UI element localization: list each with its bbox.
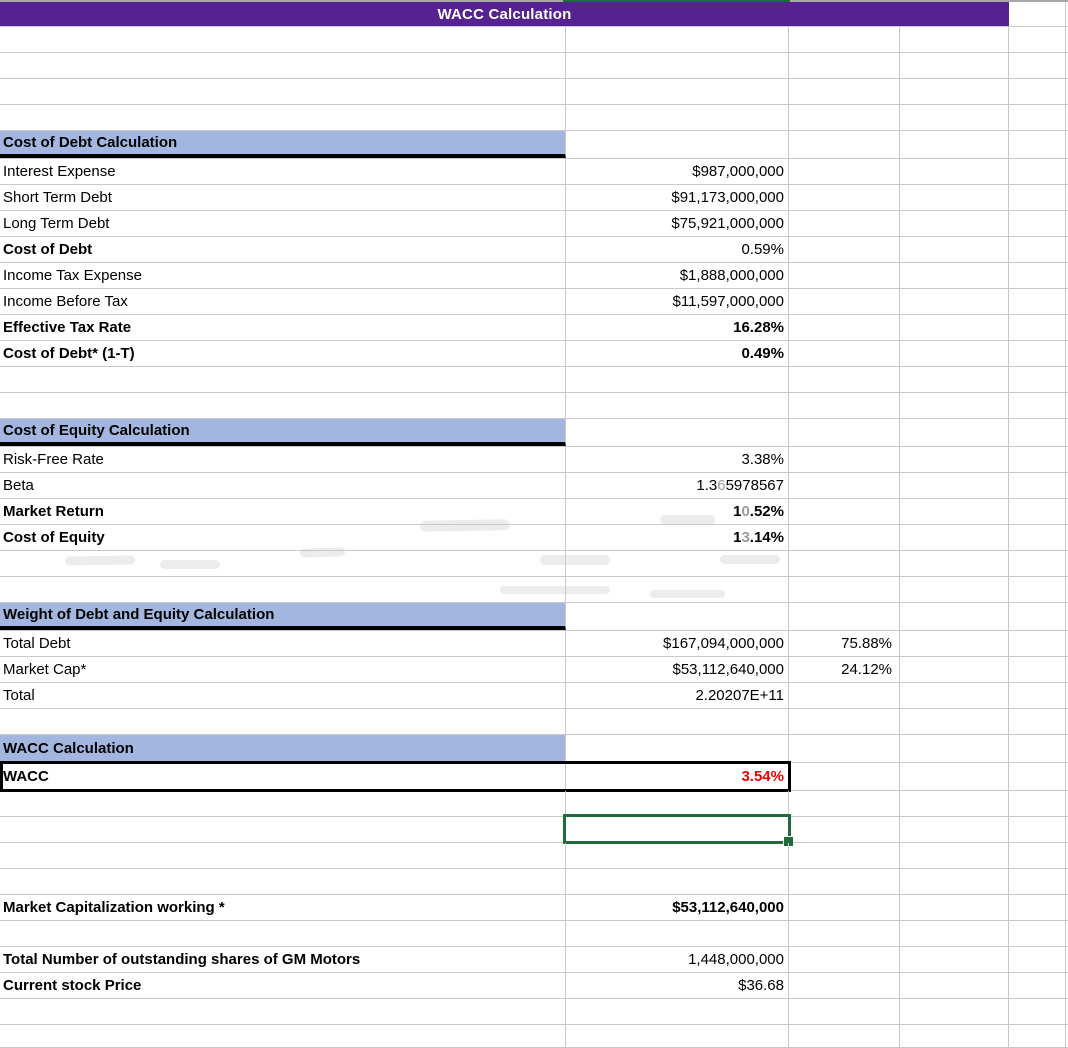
empty-cell[interactable] bbox=[789, 79, 900, 104]
empty-cell[interactable] bbox=[900, 735, 1009, 762]
empty-cell[interactable] bbox=[789, 341, 900, 366]
empty-cell[interactable] bbox=[789, 263, 900, 288]
empty-cell[interactable] bbox=[900, 315, 1009, 340]
empty-cell[interactable] bbox=[1009, 79, 1066, 104]
empty-cell[interactable] bbox=[1009, 367, 1066, 392]
sheet-row bbox=[0, 709, 1068, 735]
empty-cell[interactable] bbox=[1009, 185, 1066, 210]
sheet-row bbox=[0, 577, 1068, 603]
empty-cell[interactable] bbox=[900, 1025, 1009, 1047]
empty-cell[interactable] bbox=[789, 999, 900, 1024]
empty-cell[interactable] bbox=[900, 263, 1009, 288]
empty-cell[interactable] bbox=[789, 525, 900, 550]
row-value-cell[interactable]: $75,921,000,000 bbox=[566, 211, 789, 236]
row-value-cell[interactable]: 16.28% bbox=[566, 315, 789, 340]
empty-cell[interactable] bbox=[0, 79, 566, 104]
empty-cell[interactable] bbox=[789, 393, 900, 418]
empty-cell[interactable] bbox=[900, 27, 1009, 52]
sheet-row bbox=[0, 763, 1068, 791]
empty-cell[interactable] bbox=[0, 843, 566, 868]
row-value-cell[interactable]: $11,597,000,000 bbox=[566, 289, 789, 314]
empty-cell[interactable] bbox=[566, 735, 789, 762]
row-value-cell[interactable] bbox=[566, 525, 789, 550]
empty-cell[interactable] bbox=[900, 921, 1009, 946]
empty-cell[interactable] bbox=[1009, 709, 1066, 734]
row-value-cell[interactable]: 3.38% bbox=[566, 447, 789, 472]
empty-cell[interactable] bbox=[566, 1025, 789, 1047]
row-value-cell[interactable]: $987,000,000 bbox=[566, 159, 789, 184]
sheet-row bbox=[0, 131, 1068, 159]
sheet-row bbox=[0, 791, 1068, 817]
faded-digit: 0 bbox=[741, 503, 750, 520]
empty-cell[interactable] bbox=[566, 869, 789, 894]
empty-cell[interactable] bbox=[900, 657, 1009, 682]
empty-cell[interactable] bbox=[789, 869, 900, 894]
empty-cell[interactable] bbox=[789, 895, 900, 920]
row-value-cell[interactable]: $91,173,000,000 bbox=[566, 185, 789, 210]
sheet-row bbox=[0, 263, 1068, 289]
empty-cell[interactable] bbox=[566, 603, 789, 630]
sheet-row bbox=[0, 341, 1068, 367]
empty-cell[interactable] bbox=[789, 211, 900, 236]
empty-cell[interactable] bbox=[900, 551, 1009, 576]
value-segment: .14% bbox=[749, 529, 784, 546]
row-weight-cell[interactable]: 24.12% bbox=[789, 657, 900, 682]
empty-cell[interactable] bbox=[900, 999, 1009, 1024]
empty-cell[interactable] bbox=[1009, 315, 1066, 340]
empty-cell[interactable] bbox=[789, 709, 900, 734]
empty-cell[interactable] bbox=[900, 817, 1009, 842]
empty-cell[interactable] bbox=[900, 237, 1009, 262]
row-value-cell[interactable]: 2.20207E+11 bbox=[566, 683, 789, 708]
sheet-row bbox=[0, 947, 1068, 973]
empty-cell[interactable] bbox=[566, 27, 789, 52]
empty-cell[interactable] bbox=[900, 973, 1009, 998]
sheet-row bbox=[0, 973, 1068, 999]
sheet-row bbox=[0, 473, 1068, 499]
empty-cell[interactable] bbox=[1009, 683, 1066, 708]
row-label-cell[interactable]: Short Term Debt bbox=[0, 185, 566, 210]
sheet-row bbox=[0, 27, 1068, 53]
empty-cell[interactable] bbox=[0, 105, 566, 130]
empty-cell[interactable] bbox=[1009, 947, 1066, 972]
row-value-cell[interactable]: 3.54% bbox=[566, 763, 789, 790]
value-segment: .52% bbox=[749, 503, 784, 520]
row-value-cell[interactable]: 1,448,000,000 bbox=[566, 947, 789, 972]
empty-cell[interactable] bbox=[1009, 105, 1066, 130]
row-label-cell[interactable]: Beta bbox=[0, 473, 566, 498]
empty-cell[interactable] bbox=[900, 79, 1009, 104]
empty-cell[interactable] bbox=[566, 843, 789, 868]
empty-cell[interactable] bbox=[1009, 53, 1066, 78]
empty-cell[interactable] bbox=[566, 53, 789, 78]
empty-cell[interactable] bbox=[1009, 895, 1066, 920]
empty-cell[interactable] bbox=[789, 447, 900, 472]
sheet-row bbox=[0, 393, 1068, 419]
empty-cell[interactable] bbox=[789, 921, 900, 946]
empty-cell[interactable] bbox=[566, 551, 789, 576]
row-label-cell[interactable]: Long Term Debt bbox=[0, 211, 566, 236]
row-label-cell[interactable]: Income Tax Expense bbox=[0, 263, 566, 288]
row-label-cell[interactable]: Cost of Debt* (1-T) bbox=[0, 341, 566, 366]
empty-cell[interactable] bbox=[1009, 817, 1066, 842]
empty-cell[interactable] bbox=[1009, 551, 1066, 576]
empty-cell[interactable] bbox=[566, 131, 789, 158]
sheet-row bbox=[0, 683, 1068, 709]
empty-cell[interactable] bbox=[566, 577, 789, 602]
sheet-grid bbox=[0, 2, 1068, 1048]
empty-cell[interactable] bbox=[1009, 289, 1066, 314]
empty-cell[interactable] bbox=[566, 999, 789, 1024]
empty-cell[interactable] bbox=[566, 791, 789, 816]
section-header-cell[interactable]: Weight of Debt and Equity Calculation bbox=[0, 603, 566, 630]
empty-cell[interactable] bbox=[1009, 735, 1066, 762]
empty-cell[interactable] bbox=[1009, 393, 1066, 418]
empty-cell[interactable] bbox=[900, 211, 1009, 236]
empty-cell[interactable] bbox=[566, 419, 789, 446]
empty-cell[interactable] bbox=[789, 367, 900, 392]
empty-cell[interactable] bbox=[0, 817, 566, 842]
value-segment: 1 bbox=[733, 503, 742, 520]
section-header-cell[interactable]: WACC Calculation bbox=[0, 735, 566, 762]
empty-cell[interactable] bbox=[0, 869, 566, 894]
selected-cell-outline[interactable] bbox=[563, 814, 791, 844]
empty-cell[interactable] bbox=[0, 1025, 566, 1047]
row-label-cell[interactable]: Total Number of outstanding shares of GM Motors bbox=[0, 947, 566, 972]
empty-cell[interactable] bbox=[1009, 763, 1066, 790]
empty-cell[interactable] bbox=[900, 869, 1009, 894]
row-label-cell[interactable]: Market Capitalization working * bbox=[0, 895, 566, 920]
empty-cell[interactable] bbox=[789, 185, 900, 210]
empty-cell[interactable] bbox=[566, 709, 789, 734]
empty-cell[interactable] bbox=[1009, 921, 1066, 946]
empty-cell[interactable] bbox=[0, 921, 566, 946]
sheet-row bbox=[0, 2, 1068, 27]
empty-cell[interactable] bbox=[1009, 2, 1066, 26]
empty-cell[interactable] bbox=[1009, 473, 1066, 498]
sheet-row bbox=[0, 289, 1068, 315]
empty-cell[interactable] bbox=[0, 709, 566, 734]
sheet-row bbox=[0, 999, 1068, 1025]
empty-cell[interactable] bbox=[900, 499, 1009, 524]
empty-cell[interactable] bbox=[900, 577, 1009, 602]
sheet-row bbox=[0, 447, 1068, 473]
sheet-row bbox=[0, 817, 1068, 843]
row-label-cell[interactable]: Total bbox=[0, 683, 566, 708]
empty-cell[interactable] bbox=[789, 27, 900, 52]
empty-cell[interactable] bbox=[789, 131, 900, 158]
empty-cell[interactable] bbox=[566, 105, 789, 130]
empty-cell[interactable] bbox=[900, 53, 1009, 78]
empty-cell[interactable] bbox=[789, 419, 900, 446]
empty-cell[interactable] bbox=[1009, 211, 1066, 236]
empty-cell[interactable] bbox=[789, 683, 900, 708]
empty-cell[interactable] bbox=[1009, 499, 1066, 524]
empty-cell[interactable] bbox=[789, 1025, 900, 1047]
row-value-cell[interactable] bbox=[566, 473, 789, 498]
row-value-cell[interactable]: $53,112,640,000 bbox=[566, 657, 789, 682]
empty-cell[interactable] bbox=[900, 159, 1009, 184]
row-value-cell[interactable]: 0.49% bbox=[566, 341, 789, 366]
value-segment: 5978567 bbox=[725, 477, 784, 494]
empty-cell[interactable] bbox=[900, 525, 1009, 550]
empty-cell[interactable] bbox=[0, 53, 566, 78]
row-label-cell[interactable]: Cost of Equity bbox=[0, 525, 566, 550]
empty-cell[interactable] bbox=[900, 763, 1009, 790]
sheet-row bbox=[0, 105, 1068, 131]
sheet-row bbox=[0, 1025, 1068, 1048]
sheet-row bbox=[0, 53, 1068, 79]
sheet-row bbox=[0, 237, 1068, 263]
empty-cell[interactable] bbox=[789, 603, 900, 630]
empty-cell[interactable] bbox=[900, 631, 1009, 656]
empty-cell[interactable] bbox=[789, 763, 900, 790]
sheet-row bbox=[0, 499, 1068, 525]
sheet-row bbox=[0, 921, 1068, 947]
empty-cell[interactable] bbox=[1009, 419, 1066, 446]
empty-cell[interactable] bbox=[0, 367, 566, 392]
empty-cell[interactable] bbox=[789, 105, 900, 130]
empty-cell[interactable] bbox=[1009, 525, 1066, 550]
sheet-row bbox=[0, 657, 1068, 683]
sheet-row bbox=[0, 843, 1068, 869]
row-label-cell[interactable]: Income Before Tax bbox=[0, 289, 566, 314]
sheet-row bbox=[0, 211, 1068, 237]
empty-cell[interactable] bbox=[789, 289, 900, 314]
sheet-row bbox=[0, 159, 1068, 185]
empty-cell[interactable] bbox=[789, 947, 900, 972]
empty-cell[interactable] bbox=[789, 973, 900, 998]
sheet-row bbox=[0, 79, 1068, 105]
empty-cell[interactable] bbox=[1009, 577, 1066, 602]
row-weight-cell[interactable]: 75.88% bbox=[789, 631, 900, 656]
empty-cell[interactable] bbox=[789, 237, 900, 262]
empty-cell[interactable] bbox=[1009, 263, 1066, 288]
empty-cell[interactable] bbox=[0, 791, 566, 816]
empty-cell[interactable] bbox=[1009, 603, 1066, 630]
empty-cell[interactable] bbox=[789, 53, 900, 78]
empty-cell[interactable] bbox=[566, 79, 789, 104]
empty-cell[interactable] bbox=[789, 577, 900, 602]
empty-cell[interactable] bbox=[1009, 159, 1066, 184]
empty-cell[interactable] bbox=[1009, 869, 1066, 894]
empty-cell[interactable] bbox=[1009, 341, 1066, 366]
empty-cell[interactable] bbox=[900, 367, 1009, 392]
empty-cell[interactable] bbox=[1009, 1025, 1066, 1047]
row-value-cell[interactable] bbox=[566, 499, 789, 524]
empty-cell[interactable] bbox=[1009, 999, 1066, 1024]
sheet-row bbox=[0, 603, 1068, 631]
value-segment: 1 bbox=[733, 529, 742, 546]
empty-cell[interactable] bbox=[789, 473, 900, 498]
empty-cell[interactable] bbox=[789, 315, 900, 340]
value-segment: 1.3 bbox=[696, 477, 718, 494]
row-value-cell[interactable]: $53,112,640,000 bbox=[566, 895, 789, 920]
row-label-cell[interactable]: Cost of Debt bbox=[0, 237, 566, 262]
sheet-row bbox=[0, 185, 1068, 211]
sheet-row bbox=[0, 525, 1068, 551]
faded-digit: 6 bbox=[717, 477, 726, 494]
empty-cell[interactable] bbox=[900, 341, 1009, 366]
row-label-cell[interactable]: Interest Expense bbox=[0, 159, 566, 184]
row-label-cell[interactable]: Market Cap* bbox=[0, 657, 566, 682]
empty-cell[interactable] bbox=[0, 577, 566, 602]
empty-cell[interactable] bbox=[1009, 131, 1066, 158]
section-header-cell[interactable]: Cost of Debt Calculation bbox=[0, 131, 566, 158]
empty-cell[interactable] bbox=[900, 289, 1009, 314]
section-header-cell[interactable]: Cost of Equity Calculation bbox=[0, 419, 566, 446]
row-label-cell[interactable]: Total Debt bbox=[0, 631, 566, 656]
empty-cell[interactable] bbox=[566, 367, 789, 392]
merged-title-cell[interactable]: WACC Calculation bbox=[0, 2, 1009, 26]
sheet-row bbox=[0, 419, 1068, 447]
empty-cell[interactable] bbox=[566, 921, 789, 946]
empty-cell[interactable] bbox=[789, 551, 900, 576]
empty-cell[interactable] bbox=[1009, 843, 1066, 868]
empty-cell[interactable] bbox=[1009, 791, 1066, 816]
empty-cell[interactable] bbox=[900, 185, 1009, 210]
empty-cell[interactable] bbox=[789, 791, 900, 816]
row-value-cell[interactable]: $167,094,000,000 bbox=[566, 631, 789, 656]
row-label-cell[interactable]: Effective Tax Rate bbox=[0, 315, 566, 340]
empty-cell[interactable] bbox=[0, 551, 566, 576]
empty-cell[interactable] bbox=[789, 843, 900, 868]
sheet-row bbox=[0, 735, 1068, 763]
empty-cell[interactable] bbox=[900, 683, 1009, 708]
empty-cell[interactable] bbox=[566, 393, 789, 418]
empty-cell[interactable] bbox=[900, 105, 1009, 130]
empty-cell[interactable] bbox=[900, 393, 1009, 418]
empty-cell[interactable] bbox=[789, 499, 900, 524]
empty-cell[interactable] bbox=[900, 843, 1009, 868]
empty-cell[interactable] bbox=[1009, 237, 1066, 262]
row-value-cell[interactable]: $1,888,000,000 bbox=[566, 263, 789, 288]
empty-cell[interactable] bbox=[1009, 657, 1066, 682]
row-label-cell[interactable]: WACC bbox=[0, 763, 566, 790]
empty-cell[interactable] bbox=[900, 709, 1009, 734]
faded-digit: 3 bbox=[741, 529, 750, 546]
empty-cell[interactable] bbox=[900, 791, 1009, 816]
empty-cell[interactable] bbox=[900, 895, 1009, 920]
row-label-cell[interactable]: Risk-Free Rate bbox=[0, 447, 566, 472]
sheet-row bbox=[0, 367, 1068, 393]
empty-cell[interactable] bbox=[1009, 631, 1066, 656]
row-value-cell[interactable]: 0.59% bbox=[566, 237, 789, 262]
empty-cell[interactable] bbox=[900, 473, 1009, 498]
empty-cell[interactable] bbox=[900, 447, 1009, 472]
empty-cell[interactable] bbox=[1009, 973, 1066, 998]
empty-cell[interactable] bbox=[1009, 27, 1066, 52]
empty-cell[interactable] bbox=[0, 999, 566, 1024]
empty-cell[interactable] bbox=[900, 419, 1009, 446]
empty-cell[interactable] bbox=[0, 393, 566, 418]
row-label-cell[interactable]: Current stock Price bbox=[0, 973, 566, 998]
sheet-row bbox=[0, 551, 1068, 577]
empty-cell[interactable] bbox=[789, 817, 900, 842]
sheet-row bbox=[0, 631, 1068, 657]
row-label-cell[interactable]: Market Return bbox=[0, 499, 566, 524]
row-value-cell[interactable]: $36.68 bbox=[566, 973, 789, 998]
empty-cell[interactable] bbox=[789, 735, 900, 762]
empty-cell[interactable] bbox=[900, 603, 1009, 630]
empty-cell[interactable] bbox=[900, 131, 1009, 158]
empty-cell[interactable] bbox=[789, 159, 900, 184]
sheet-row bbox=[0, 895, 1068, 921]
empty-cell[interactable] bbox=[0, 27, 566, 52]
sheet-row bbox=[0, 315, 1068, 341]
empty-cell[interactable] bbox=[900, 947, 1009, 972]
empty-cell[interactable] bbox=[1009, 447, 1066, 472]
sheet-row bbox=[0, 869, 1068, 895]
